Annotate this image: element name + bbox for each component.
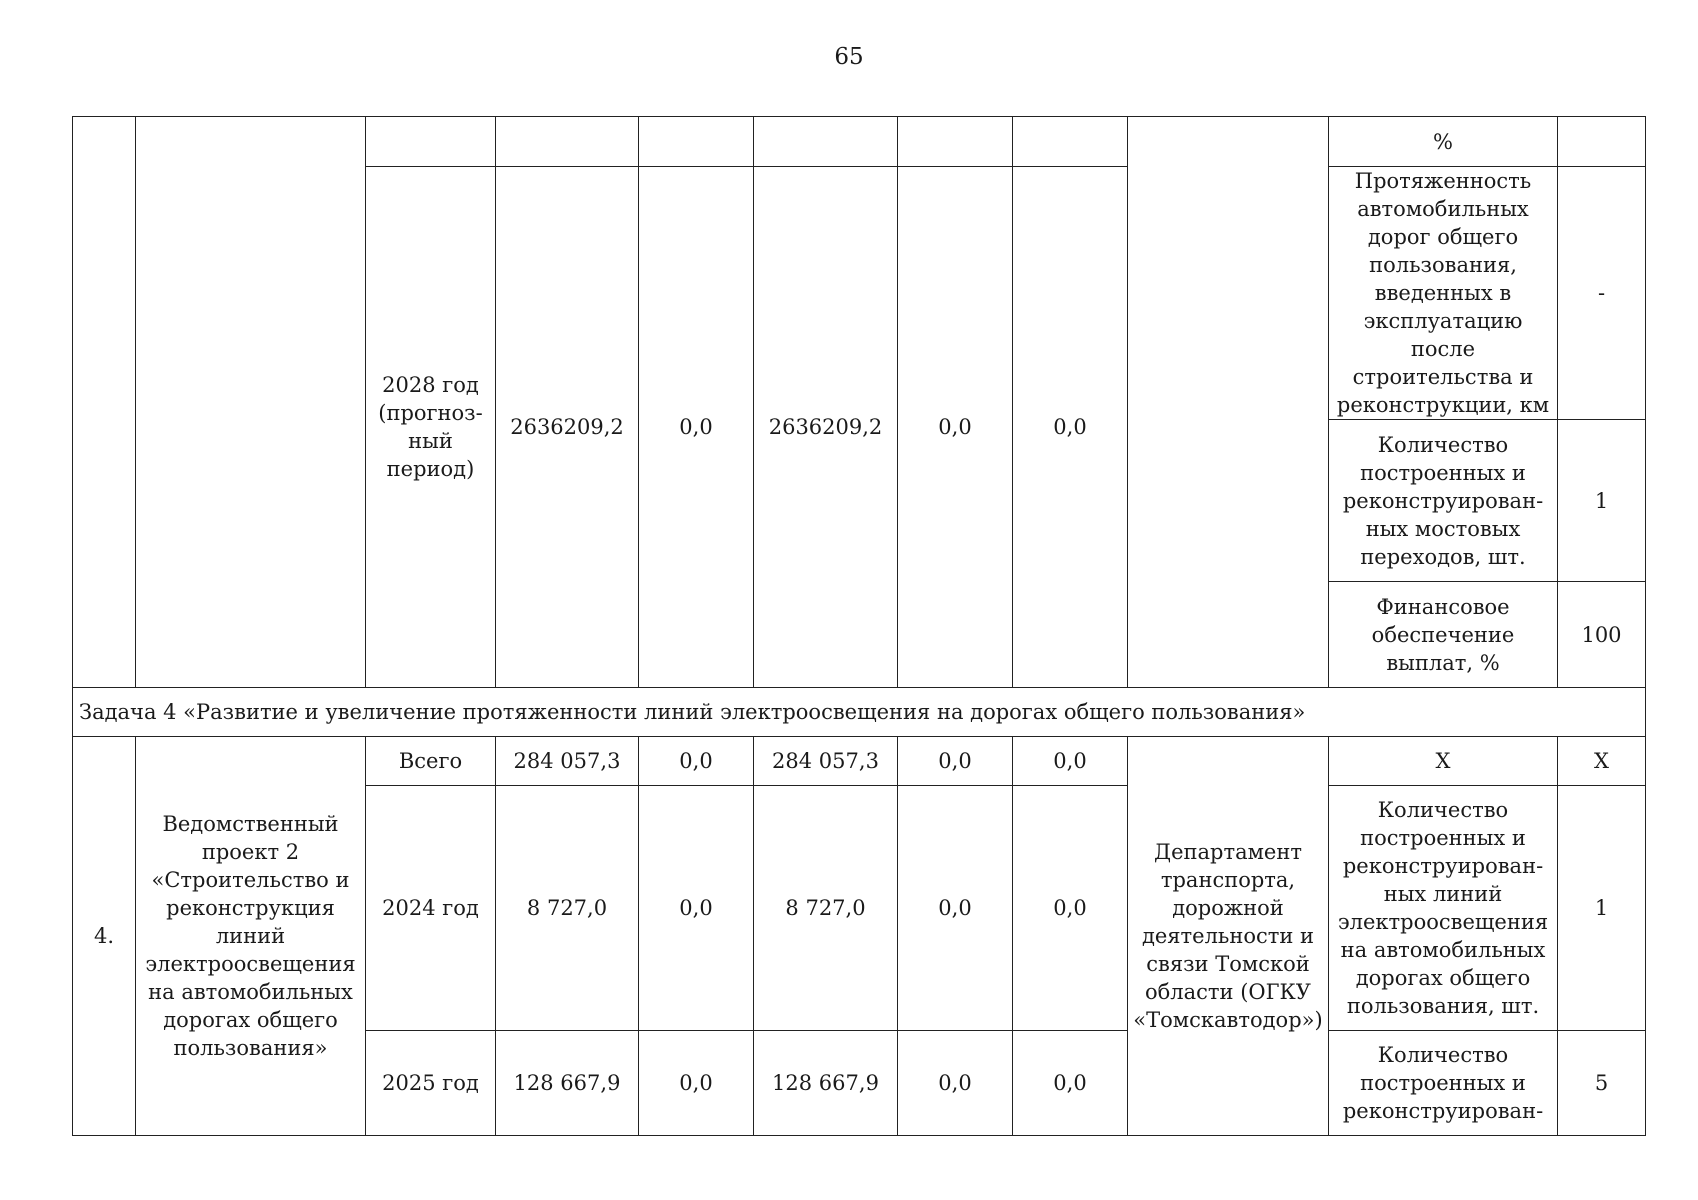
page-number: 65 (834, 44, 864, 70)
cell-regional: 2636209,2 (754, 167, 898, 688)
cell-federal: 0,0 (639, 786, 754, 1031)
table-row (73, 737, 1646, 786)
cell-executor-empty (1128, 117, 1329, 688)
cell-year: 2028 год (прогноз-ный период) (366, 167, 496, 688)
cell-indicator: % (1329, 117, 1558, 167)
cell-indicator-value: 100 (1558, 582, 1646, 688)
cell-year (366, 117, 496, 167)
cell-number: 4. (73, 737, 136, 1136)
cell-indicator: Х (1329, 737, 1558, 786)
cell-total: 8 727,0 (496, 786, 639, 1031)
cell-indicator-value: 5 (1558, 1031, 1646, 1136)
cell-year: 2025 год (366, 1031, 496, 1136)
cell-federal (639, 117, 754, 167)
cell-local: 0,0 (898, 786, 1013, 1031)
cell-name-empty (136, 117, 366, 688)
cell-local (898, 117, 1013, 167)
cell-project-name: Ведомственный проект 2 «Строительство и реконструкция линий электроосвещения на автомобильных дорогах общего пользования» (136, 737, 366, 1136)
cell-indicator: Протяженность автомобильных дорог общего пользования, введенных в эксплуатацию после строительства и реконструкции, км (1329, 167, 1558, 420)
cell-indicator-value (1558, 117, 1646, 167)
table-row (73, 117, 1646, 167)
cell-total: 128 667,9 (496, 1031, 639, 1136)
cell-other: 0,0 (1013, 1031, 1128, 1136)
cell-indicator-value: 1 (1558, 786, 1646, 1031)
cell-other: 0,0 (1013, 786, 1128, 1031)
cell-indicator-value: 1 (1558, 420, 1646, 582)
task-title: Задача 4 «Развитие и увеличение протяженности линий электроосвещения на дорогах общего пользования» (73, 688, 1646, 737)
cell-indicator-value: - (1558, 167, 1646, 420)
cell-total: 2636209,2 (496, 167, 639, 688)
cell-indicator-value: Х (1558, 737, 1646, 786)
cell-other (1013, 117, 1128, 167)
cell-total: 284 057,3 (496, 737, 639, 786)
cell-local: 0,0 (898, 737, 1013, 786)
cell-total (496, 117, 639, 167)
cell-federal: 0,0 (639, 167, 754, 688)
cell-other: 0,0 (1013, 737, 1128, 786)
cell-other: 0,0 (1013, 167, 1128, 688)
cell-local: 0,0 (898, 1031, 1013, 1136)
cell-year: 2024 год (366, 786, 496, 1031)
cell-regional: 128 667,9 (754, 1031, 898, 1136)
cell-federal: 0,0 (639, 737, 754, 786)
cell-number-empty (73, 117, 136, 688)
cell-federal: 0,0 (639, 1031, 754, 1136)
program-table (72, 116, 1646, 1136)
cell-executor: Департамент транспорта, дорожной деятельности и связи Томской области (ОГКУ «Томскавтодор») (1128, 737, 1329, 1136)
cell-regional: 8 727,0 (754, 786, 898, 1031)
cell-regional (754, 117, 898, 167)
cell-indicator: Количество построенных и реконструирован-ных линий электроосвещения на автомобильных дорогах общего пользования, шт. (1329, 786, 1558, 1031)
task-row (73, 688, 1646, 737)
cell-local: 0,0 (898, 167, 1013, 688)
cell-year: Всего (366, 737, 496, 786)
cell-regional: 284 057,3 (754, 737, 898, 786)
cell-indicator: Количество построенных и реконструирован- (1329, 1031, 1558, 1136)
cell-indicator: Количество построенных и реконструирован-ных мостовых переходов, шт. (1329, 420, 1558, 582)
cell-indicator: Финансовое обеспечение выплат, % (1329, 582, 1558, 688)
